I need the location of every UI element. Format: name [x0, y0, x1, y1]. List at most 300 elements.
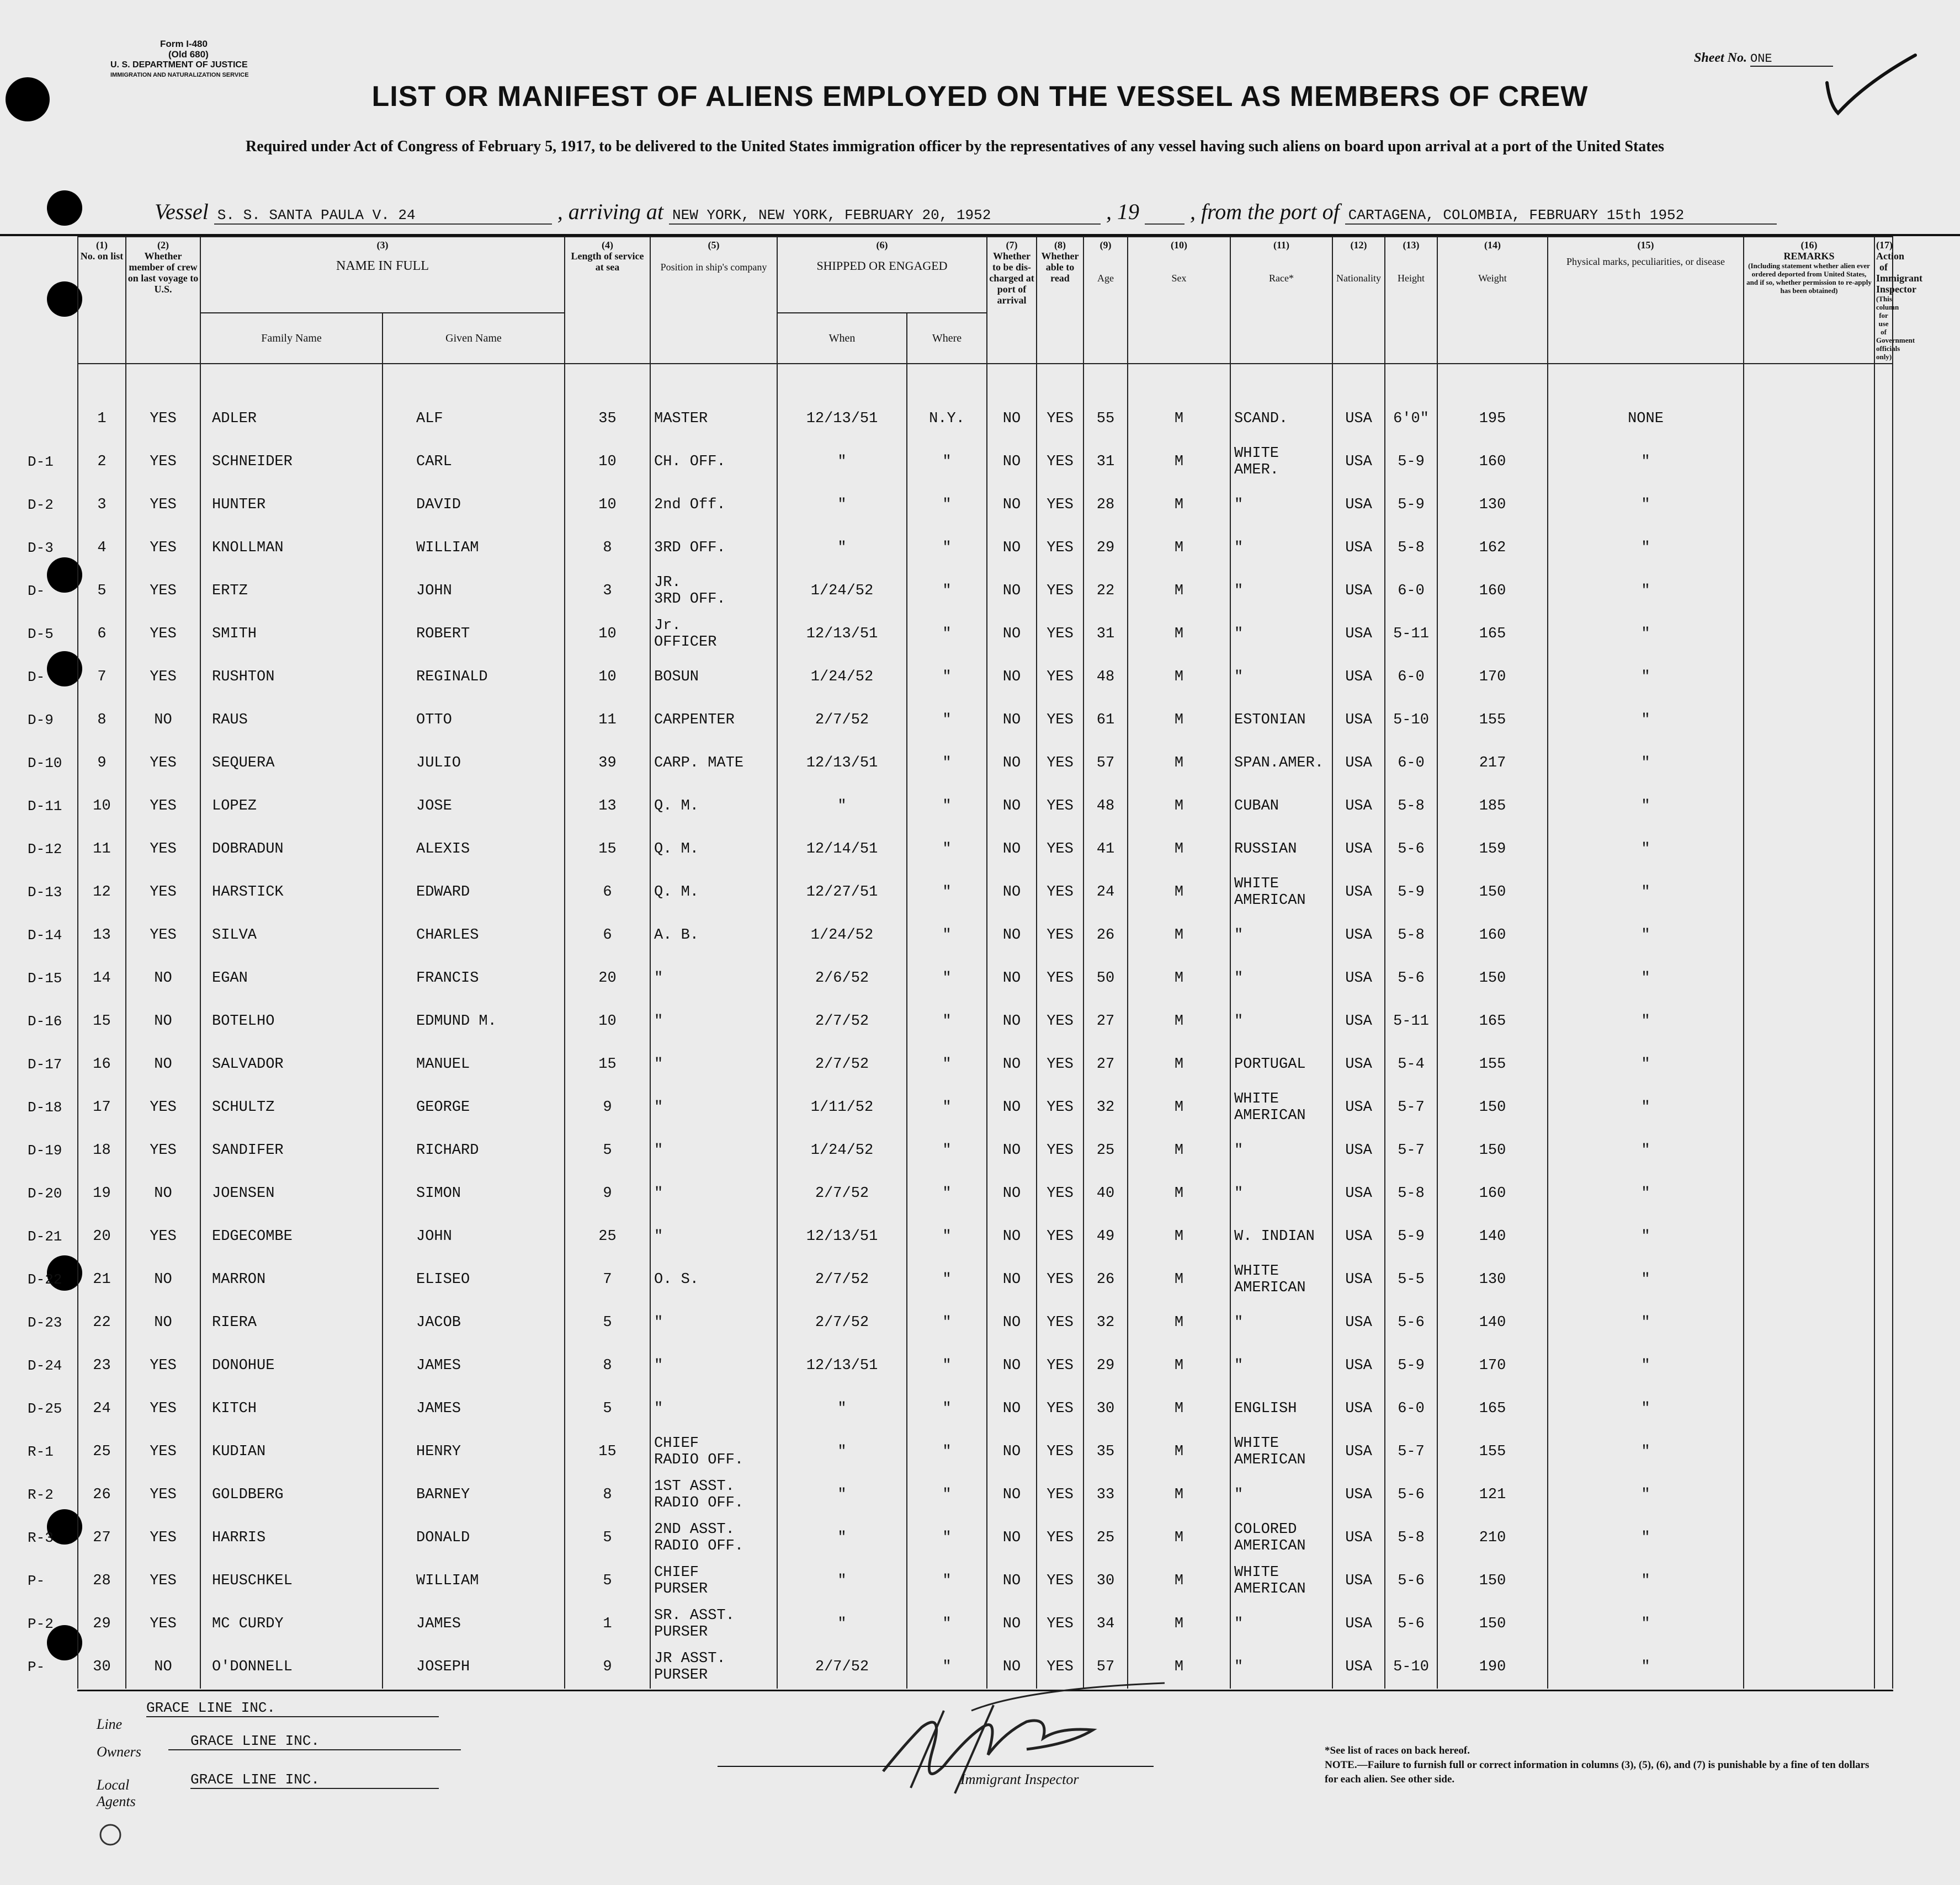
cell-age: 25: [1083, 1516, 1128, 1559]
cell-age: 32: [1083, 1301, 1128, 1344]
cell-service-length: 9: [565, 1172, 650, 1215]
cell-sex: M: [1128, 526, 1230, 569]
col-last-voyage-header: (2) Whether member of crew on last voyage to U.S.: [126, 237, 200, 364]
cell-shipped-when: 1/24/52: [777, 914, 907, 957]
cell-nationality: USA: [1332, 613, 1385, 656]
form-header: [99, 39, 249, 81]
cell-row-number: 18: [78, 1129, 126, 1172]
cell-discharged: NO: [987, 957, 1037, 1000]
cell-physical-marks: ": [1548, 742, 1744, 785]
cell-shipped-where: ": [907, 526, 987, 569]
cell-remarks: [1744, 871, 1874, 914]
cell-family-name: SILVA: [200, 914, 383, 957]
cell-height: 5-10: [1385, 1646, 1437, 1689]
cell-row-number: 23: [78, 1344, 126, 1387]
cell-discharged: NO: [987, 828, 1037, 871]
cell-shipped-where: ": [907, 1043, 987, 1086]
cell-race: CUBAN: [1230, 785, 1332, 828]
cell-physical-marks: ": [1548, 1559, 1744, 1602]
cell-service-length: 25: [565, 1215, 650, 1258]
cell-sex: M: [1128, 440, 1230, 483]
cell-shipped-when: ": [777, 1516, 907, 1559]
cell-position: CARPENTER: [650, 699, 777, 742]
crew-rows: [78, 364, 1893, 1689]
cell-nationality: USA: [1332, 1043, 1385, 1086]
cell-service-length: 10: [565, 440, 650, 483]
cell-age: 26: [1083, 1258, 1128, 1301]
cell-race: ": [1230, 613, 1332, 656]
table-row: [78, 1602, 1893, 1646]
table-row: [78, 1387, 1893, 1430]
cell-family-name: HUNTER: [200, 483, 383, 526]
form-number: Form I-480: [160, 39, 208, 49]
cell-shipped-where: N.Y.: [907, 364, 987, 440]
cell-able-to-read: YES: [1037, 1043, 1083, 1086]
cell-height: 5-4: [1385, 1043, 1437, 1086]
row-reference-code: P-: [28, 1659, 45, 1675]
cell-nationality: USA: [1332, 828, 1385, 871]
cell-sex: M: [1128, 1086, 1230, 1129]
cell-service-length: 9: [565, 1086, 650, 1129]
cell-able-to-read: YES: [1037, 1258, 1083, 1301]
cell-service-length: 15: [565, 1043, 650, 1086]
cell-shipped-where: ": [907, 957, 987, 1000]
cell-height: 5-5: [1385, 1258, 1437, 1301]
row-reference-code: P-2: [28, 1616, 54, 1632]
sheet-number: [1694, 51, 1833, 67]
cell-weight: 150: [1437, 1129, 1548, 1172]
table-row: [78, 364, 1893, 440]
cell-sex: M: [1128, 656, 1230, 699]
cell-discharged: NO: [987, 1602, 1037, 1646]
year-label: , 19: [1106, 199, 1139, 224]
table-row: [78, 1172, 1893, 1215]
cell-inspector-action: [1874, 569, 1893, 613]
cell-inspector-action: [1874, 1000, 1893, 1043]
cell-race: ESTONIAN: [1230, 699, 1332, 742]
cell-shipped-when: 12/13/51: [777, 742, 907, 785]
cell-sex: M: [1128, 364, 1230, 440]
from-label: , from the port of: [1190, 199, 1340, 224]
cell-nationality: USA: [1332, 785, 1385, 828]
crew-table: [77, 236, 1922, 1689]
cell-race: ": [1230, 526, 1332, 569]
cell-shipped-where: ": [907, 785, 987, 828]
cell-last-voyage: NO: [126, 1000, 200, 1043]
cell-discharged: NO: [987, 785, 1037, 828]
vessel-name: S. S. SANTA PAULA V. 24: [214, 207, 552, 225]
cell-given-name: ALEXIS: [383, 828, 565, 871]
cell-position: 2nd Off.: [650, 483, 777, 526]
cell-inspector-action: [1874, 613, 1893, 656]
cell-family-name: EGAN: [200, 957, 383, 1000]
cell-sex: M: [1128, 1602, 1230, 1646]
cell-shipped-when: 1/24/52: [777, 1129, 907, 1172]
cell-shipped-where: ": [907, 1430, 987, 1473]
cell-height: 5-11: [1385, 1000, 1437, 1043]
cell-remarks: [1744, 1602, 1874, 1646]
row-reference-code: D-18: [28, 1099, 62, 1116]
cell-sex: M: [1128, 1129, 1230, 1172]
cell-physical-marks: NONE: [1548, 364, 1744, 440]
cell-given-name: REGINALD: [383, 656, 565, 699]
cell-family-name: HARSTICK: [200, 871, 383, 914]
cell-height: 5-9: [1385, 871, 1437, 914]
cell-shipped-when: 12/13/51: [777, 1215, 907, 1258]
cell-position: SR. ASST. PURSER: [650, 1602, 777, 1646]
cell-physical-marks: ": [1548, 1344, 1744, 1387]
punch-hole: [47, 190, 82, 226]
cell-shipped-when: 2/7/52: [777, 1646, 907, 1689]
cell-family-name: HEUSCHKEL: [200, 1559, 383, 1602]
cell-race: ": [1230, 1344, 1332, 1387]
cell-age: 40: [1083, 1172, 1128, 1215]
cell-service-length: 15: [565, 828, 650, 871]
cell-row-number: 29: [78, 1602, 126, 1646]
cell-row-number: 8: [78, 699, 126, 742]
cell-service-length: 5: [565, 1559, 650, 1602]
cell-sex: M: [1128, 699, 1230, 742]
cell-discharged: NO: [987, 656, 1037, 699]
cell-remarks: [1744, 1129, 1874, 1172]
cell-weight: 150: [1437, 957, 1548, 1000]
cell-position: Q. M.: [650, 871, 777, 914]
cell-remarks: [1744, 364, 1874, 440]
cell-able-to-read: YES: [1037, 699, 1083, 742]
table-row: [78, 483, 1893, 526]
cell-able-to-read: YES: [1037, 871, 1083, 914]
cell-service-length: 9: [565, 1646, 650, 1689]
cell-last-voyage: YES: [126, 440, 200, 483]
cell-race: ": [1230, 1602, 1332, 1646]
cell-remarks: [1744, 1430, 1874, 1473]
cell-position: Q. M.: [650, 828, 777, 871]
cell-height: 5-8: [1385, 1172, 1437, 1215]
col-sex-header: (10) Sex: [1128, 237, 1230, 364]
cell-able-to-read: YES: [1037, 1430, 1083, 1473]
cell-shipped-where: ": [907, 1258, 987, 1301]
cell-row-number: 24: [78, 1387, 126, 1430]
cell-discharged: NO: [987, 1430, 1037, 1473]
printer-stamp: [94, 1821, 127, 1849]
cell-last-voyage: NO: [126, 1043, 200, 1086]
cell-shipped-when: 12/13/51: [777, 364, 907, 440]
cell-discharged: NO: [987, 1172, 1037, 1215]
cell-race: SPAN.AMER.: [1230, 742, 1332, 785]
owners-label: Owners: [97, 1744, 141, 1760]
row-reference-code: D-20: [28, 1185, 62, 1202]
cell-shipped-when: 12/14/51: [777, 828, 907, 871]
cell-weight: 160: [1437, 440, 1548, 483]
table-row: [78, 1430, 1893, 1473]
cell-inspector-action: [1874, 1172, 1893, 1215]
cell-inspector-action: [1874, 440, 1893, 483]
cell-given-name: JOSEPH: [383, 1646, 565, 1689]
cell-shipped-when: 12/13/51: [777, 613, 907, 656]
cell-race: ": [1230, 1129, 1332, 1172]
cell-family-name: ERTZ: [200, 569, 383, 613]
cell-service-length: 35: [565, 364, 650, 440]
cell-last-voyage: NO: [126, 699, 200, 742]
cell-inspector-action: [1874, 957, 1893, 1000]
cell-nationality: USA: [1332, 957, 1385, 1000]
col-service-header: (4) Length of service at sea: [565, 237, 650, 364]
cell-remarks: [1744, 613, 1874, 656]
cell-height: 5-6: [1385, 1602, 1437, 1646]
cell-given-name: JAMES: [383, 1344, 565, 1387]
cell-family-name: EDGECOMBE: [200, 1215, 383, 1258]
cell-able-to-read: YES: [1037, 1344, 1083, 1387]
table-row: [78, 1000, 1893, 1043]
cell-shipped-when: ": [777, 526, 907, 569]
cell-shipped-when: 2/7/52: [777, 1043, 907, 1086]
row-reference-code: D-13: [28, 884, 62, 901]
cell-given-name: WILLIAM: [383, 526, 565, 569]
cell-family-name: KUDIAN: [200, 1430, 383, 1473]
cell-age: 32: [1083, 1086, 1128, 1129]
cell-weight: 150: [1437, 1559, 1548, 1602]
cell-given-name: JOHN: [383, 1215, 565, 1258]
cell-age: 30: [1083, 1387, 1128, 1430]
cell-age: 29: [1083, 1344, 1128, 1387]
cell-shipped-when: 2/7/52: [777, 1258, 907, 1301]
row-reference-code: D-9: [28, 712, 54, 728]
cell-physical-marks: ": [1548, 1516, 1744, 1559]
cell-nationality: USA: [1332, 742, 1385, 785]
cell-weight: 155: [1437, 1430, 1548, 1473]
cell-service-length: 10: [565, 656, 650, 699]
cell-given-name: CARL: [383, 440, 565, 483]
cell-height: 5-6: [1385, 828, 1437, 871]
cell-remarks: [1744, 1258, 1874, 1301]
row-reference-code: D-1: [28, 454, 54, 470]
cell-family-name: KNOLLMAN: [200, 526, 383, 569]
cell-race: ": [1230, 656, 1332, 699]
cell-shipped-where: ": [907, 1086, 987, 1129]
cell-service-length: 8: [565, 1344, 650, 1387]
cell-nationality: USA: [1332, 526, 1385, 569]
cell-inspector-action: [1874, 742, 1893, 785]
cell-discharged: NO: [987, 1086, 1037, 1129]
cell-shipped-where: ": [907, 569, 987, 613]
cell-last-voyage: YES: [126, 1430, 200, 1473]
table-row: [78, 828, 1893, 871]
cell-last-voyage: YES: [126, 785, 200, 828]
cell-last-voyage: YES: [126, 1344, 200, 1387]
cell-inspector-action: [1874, 656, 1893, 699]
page-subtitle: Required under Act of Congress of February 5, 1917, to be delivered to the United States immigration officer by the representatives of any vessel having such aliens on board upon arrival at a port of the United States: [246, 138, 1664, 155]
cell-remarks: [1744, 1000, 1874, 1043]
cell-position: CHIEF RADIO OFF.: [650, 1430, 777, 1473]
cell-position: ": [650, 1043, 777, 1086]
cell-last-voyage: YES: [126, 742, 200, 785]
cell-sex: M: [1128, 1516, 1230, 1559]
cell-last-voyage: YES: [126, 483, 200, 526]
cell-given-name: BARNEY: [383, 1473, 565, 1516]
cell-remarks: [1744, 1344, 1874, 1387]
col-position-header: (5) Position in ship's company: [650, 237, 777, 364]
cell-height: 6-0: [1385, 1387, 1437, 1430]
race-note: *See list of races on back hereof.: [1325, 1745, 1470, 1756]
cell-given-name: WILLIAM: [383, 1559, 565, 1602]
cell-shipped-where: ": [907, 1516, 987, 1559]
cell-discharged: NO: [987, 483, 1037, 526]
cell-discharged: NO: [987, 742, 1037, 785]
cell-row-number: 19: [78, 1172, 126, 1215]
row-reference-code: R-3: [28, 1530, 54, 1546]
col-height-header: (13) Height: [1385, 237, 1437, 364]
cell-position: ": [650, 1086, 777, 1129]
cell-inspector-action: [1874, 1559, 1893, 1602]
cell-age: 30: [1083, 1559, 1128, 1602]
row-reference-code: R-2: [28, 1487, 54, 1503]
cell-nationality: USA: [1332, 1129, 1385, 1172]
cell-sex: M: [1128, 1387, 1230, 1430]
cell-shipped-where: ": [907, 1559, 987, 1602]
row-reference-code: D-12: [28, 841, 62, 858]
table-row: [78, 526, 1893, 569]
cell-row-number: 27: [78, 1516, 126, 1559]
cell-nationality: USA: [1332, 1000, 1385, 1043]
agents-label: Local Agents: [97, 1777, 136, 1809]
table-row: [78, 1301, 1893, 1344]
cell-remarks: [1744, 785, 1874, 828]
cell-row-number: 26: [78, 1473, 126, 1516]
agents-value: GRACE LINE INC.: [190, 1771, 439, 1789]
cell-position: ": [650, 1301, 777, 1344]
cell-given-name: JOHN: [383, 569, 565, 613]
cell-height: 6-0: [1385, 656, 1437, 699]
cell-age: 61: [1083, 699, 1128, 742]
cell-shipped-where: ": [907, 1301, 987, 1344]
cell-position: Jr. OFFICER: [650, 613, 777, 656]
cell-age: 50: [1083, 957, 1128, 1000]
cell-remarks: [1744, 1086, 1874, 1129]
col-marks-header: (15) Physical marks, peculiarities, or disease: [1548, 237, 1744, 364]
cell-nationality: USA: [1332, 1646, 1385, 1689]
cell-height: 6'0": [1385, 364, 1437, 440]
cell-able-to-read: YES: [1037, 526, 1083, 569]
cell-sex: M: [1128, 1043, 1230, 1086]
cell-discharged: NO: [987, 1258, 1037, 1301]
cell-given-name: CHARLES: [383, 914, 565, 957]
cell-inspector-action: [1874, 1344, 1893, 1387]
col-name-header: (3) NAME IN FULL: [200, 237, 565, 313]
cell-position: 1ST ASST. RADIO OFF.: [650, 1473, 777, 1516]
cell-weight: 165: [1437, 1387, 1548, 1430]
cell-shipped-when: ": [777, 440, 907, 483]
cell-able-to-read: YES: [1037, 1215, 1083, 1258]
cell-height: 5-6: [1385, 1301, 1437, 1344]
cell-physical-marks: ": [1548, 785, 1744, 828]
cell-shipped-when: ": [777, 1473, 907, 1516]
table-row: [78, 742, 1893, 785]
cell-given-name: DAVID: [383, 483, 565, 526]
cell-family-name: MC CURDY: [200, 1602, 383, 1646]
cell-inspector-action: [1874, 483, 1893, 526]
cell-row-number: 25: [78, 1430, 126, 1473]
cell-weight: 150: [1437, 1602, 1548, 1646]
cell-physical-marks: ": [1548, 871, 1744, 914]
cell-family-name: JOENSEN: [200, 1172, 383, 1215]
vessel-line: [155, 199, 1838, 225]
row-reference-code: D-: [28, 669, 45, 685]
cell-able-to-read: YES: [1037, 1000, 1083, 1043]
cell-service-length: 10: [565, 483, 650, 526]
cell-height: 5-10: [1385, 699, 1437, 742]
cell-race: RUSSIAN: [1230, 828, 1332, 871]
cell-family-name: KITCH: [200, 1387, 383, 1430]
cell-age: 55: [1083, 364, 1128, 440]
row-reference-code: D-25: [28, 1401, 62, 1417]
cell-given-name: JACOB: [383, 1301, 565, 1344]
table-row: [78, 785, 1893, 828]
cell-weight: 121: [1437, 1473, 1548, 1516]
table-row: [78, 613, 1893, 656]
cell-discharged: NO: [987, 613, 1037, 656]
cell-position: JR. 3RD OFF.: [650, 569, 777, 613]
cell-age: 29: [1083, 526, 1128, 569]
cell-given-name: HENRY: [383, 1430, 565, 1473]
cell-inspector-action: [1874, 699, 1893, 742]
cell-nationality: USA: [1332, 1602, 1385, 1646]
cell-shipped-when: 12/13/51: [777, 1344, 907, 1387]
cell-last-voyage: YES: [126, 364, 200, 440]
cell-age: 24: [1083, 871, 1128, 914]
cell-height: 5-9: [1385, 440, 1437, 483]
cell-discharged: NO: [987, 1646, 1037, 1689]
col-shipped-header: (6) SHIPPED OR ENGAGED: [777, 237, 987, 313]
cell-height: 6-0: [1385, 742, 1437, 785]
cell-height: 5-9: [1385, 1344, 1437, 1387]
cell-remarks: [1744, 1559, 1874, 1602]
cell-remarks: [1744, 1646, 1874, 1689]
cell-row-number: 17: [78, 1086, 126, 1129]
cell-remarks: [1744, 1387, 1874, 1430]
cell-row-number: 13: [78, 914, 126, 957]
cell-position: ": [650, 1000, 777, 1043]
cell-weight: 165: [1437, 613, 1548, 656]
cell-last-voyage: YES: [126, 613, 200, 656]
cell-age: 57: [1083, 742, 1128, 785]
cell-height: 5-6: [1385, 1473, 1437, 1516]
cell-shipped-where: ": [907, 828, 987, 871]
table-row: [78, 1043, 1893, 1086]
cell-physical-marks: ": [1548, 1215, 1744, 1258]
table-row: [78, 914, 1893, 957]
cell-age: 48: [1083, 656, 1128, 699]
cell-last-voyage: YES: [126, 1516, 200, 1559]
cell-race: ": [1230, 1646, 1332, 1689]
col-no-header: (1) No. on list: [78, 237, 126, 364]
cell-shipped-when: ": [777, 1559, 907, 1602]
cell-inspector-action: [1874, 828, 1893, 871]
cell-nationality: USA: [1332, 1516, 1385, 1559]
cell-shipped-where: ": [907, 1129, 987, 1172]
cell-service-length: 1: [565, 1602, 650, 1646]
cell-remarks: [1744, 526, 1874, 569]
cell-last-voyage: NO: [126, 1172, 200, 1215]
cell-last-voyage: YES: [126, 1129, 200, 1172]
cell-race: ": [1230, 1301, 1332, 1344]
cell-age: 22: [1083, 569, 1128, 613]
cell-service-length: 5: [565, 1301, 650, 1344]
table-row: [78, 656, 1893, 699]
cell-age: 35: [1083, 1430, 1128, 1473]
col-nationality-header: (12) Nationality: [1332, 237, 1385, 364]
cell-race: ": [1230, 914, 1332, 957]
cell-sex: M: [1128, 828, 1230, 871]
